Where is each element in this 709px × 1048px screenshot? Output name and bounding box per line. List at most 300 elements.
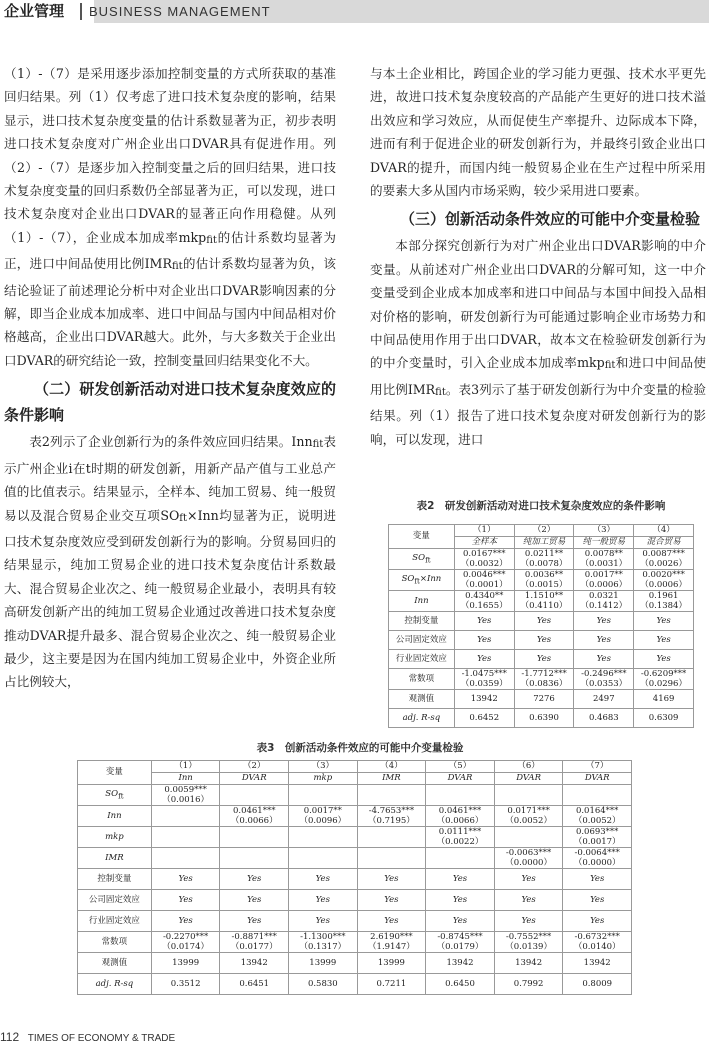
- table-cell: [514, 690, 574, 709]
- table-cell: [514, 591, 574, 612]
- cell-value: （0.1412）: [580, 601, 628, 611]
- cell-value: 0.0693***: [575, 827, 619, 837]
- col-number: （3）: [289, 761, 358, 773]
- row-label: [389, 591, 455, 612]
- table-row: [389, 631, 694, 650]
- cell-value: 0.0171***: [507, 806, 550, 816]
- table-cell: [151, 932, 220, 953]
- cell-value: （0.0032）: [460, 559, 508, 569]
- table-header-row: [389, 525, 694, 537]
- cell-value: 0.0078**: [584, 549, 623, 559]
- col-number: （3）: [574, 525, 634, 537]
- col-name-text: 混合贸易: [646, 537, 681, 547]
- table-row: [389, 612, 694, 631]
- cell-value: 4169: [652, 694, 675, 704]
- row-label: 观测值: [389, 690, 455, 709]
- col-name-text: DVAR: [241, 773, 267, 783]
- table-cell: [574, 549, 634, 570]
- cell-value: （0.0026）: [640, 559, 687, 569]
- table-cell: [454, 570, 514, 591]
- cell-value: （0.0052）: [505, 816, 552, 826]
- table-cell: [357, 806, 426, 827]
- cell-value: Yes: [536, 635, 552, 645]
- table-cell: [514, 650, 574, 669]
- col-name-text: Inn: [178, 773, 193, 783]
- table3: [77, 760, 632, 995]
- cell-value: -0.7552***: [505, 932, 552, 942]
- table-cell: [514, 669, 574, 690]
- table-row: [78, 827, 632, 848]
- table-cell: [454, 631, 514, 650]
- cell-value: （0.0174）: [162, 942, 209, 952]
- cell-value: （0.0052）: [573, 816, 621, 826]
- row-label-text: IMR: [105, 852, 124, 863]
- col-name: [289, 773, 358, 785]
- col-number: （4）: [634, 525, 694, 537]
- cell-value: 0.6450: [445, 979, 475, 989]
- table-cell: [514, 709, 574, 728]
- table-row: [78, 974, 632, 995]
- cell-value: 0.0036**: [524, 570, 564, 580]
- cell-value: -0.2496***: [581, 669, 627, 679]
- table-cell: [494, 890, 563, 911]
- table-cell: [494, 932, 563, 953]
- table-cell: [634, 612, 694, 631]
- col-name: [563, 773, 632, 785]
- table-cell: [426, 953, 495, 974]
- cell-value: Yes: [315, 874, 330, 884]
- table-cell: [357, 848, 426, 869]
- table-cell: [220, 911, 289, 932]
- cell-value: （0.0296）: [640, 679, 687, 689]
- cell-value: 0.6309: [648, 713, 679, 723]
- cell-value: Yes: [590, 874, 605, 884]
- cell-value: -1.0475***: [461, 669, 507, 679]
- table-cell: [426, 806, 495, 827]
- table-cell: [151, 953, 220, 974]
- table-cell: [357, 974, 426, 995]
- cell-value: （0.0078）: [520, 559, 568, 569]
- table-cell: [454, 650, 514, 669]
- cell-value: Yes: [315, 895, 330, 905]
- col-number: （1）: [151, 761, 220, 773]
- cell-value: Yes: [656, 635, 671, 645]
- table-cell: [151, 974, 220, 995]
- col-name: [574, 537, 634, 549]
- cell-value: （0.0359）: [460, 679, 508, 689]
- table-cell: [454, 709, 514, 728]
- cell-value: （0.0015）: [520, 580, 568, 590]
- col-name-text: IMR: [382, 773, 401, 783]
- cell-value: 2497: [592, 694, 615, 704]
- col-name: [357, 773, 426, 785]
- col-name: [426, 773, 495, 785]
- row-label-text: SO: [105, 788, 119, 799]
- cell-value: 0.0111***: [438, 827, 482, 837]
- cell-value: Yes: [477, 616, 492, 626]
- table-cell: [357, 785, 426, 806]
- cell-value: （0.0006）: [640, 580, 687, 590]
- row-label-sub: ft: [414, 576, 420, 586]
- table-cell: [634, 591, 694, 612]
- table-cell: [220, 890, 289, 911]
- table-cell: [574, 591, 634, 612]
- table-row: [78, 848, 632, 869]
- table-row: [78, 932, 632, 953]
- page-footer: [0, 1030, 709, 1048]
- table-cell: [634, 669, 694, 690]
- cell-value: 0.0017**: [303, 806, 342, 816]
- cell-value: 13942: [446, 958, 474, 968]
- row-label: [78, 848, 152, 869]
- table3-caption: 表3 创新活动条件效应的可能中介变量检验: [256, 742, 464, 754]
- var-header: 变量: [78, 761, 152, 785]
- cell-value: Yes: [384, 916, 399, 926]
- row-label: 公司固定效应: [389, 631, 455, 650]
- col-name: [220, 773, 289, 785]
- cell-value: 0.0087***: [642, 549, 685, 559]
- table-cell: [574, 709, 634, 728]
- cell-value: （0.0353）: [580, 679, 628, 689]
- cell-value: -0.8745***: [437, 932, 483, 942]
- cell-value: 13942: [515, 958, 543, 968]
- cell-value: 2.6190***: [370, 932, 413, 942]
- cell-value: Yes: [178, 895, 193, 905]
- table-cell: [220, 974, 289, 995]
- paragraph: 与本土企业相比，跨国企业的学习能力更强、技术水平更先进，故进口技术复杂度较高的产品能产生更好的进口技术溢出效应和学习效应，从而促使生产率提升、边际成本下降，进而有利于促进企业的研发创新行为，并最终引致企业出口DVAR的提升，而国内纯一般贸易企业在生产过程中所采用的要素大多从国内市场采购，较少采用进口要素。: [370, 66, 706, 199]
- table-cell: [563, 806, 632, 827]
- table-row: [389, 570, 694, 591]
- page-number: 112: [0, 1030, 20, 1044]
- cell-value: （0.1655）: [460, 601, 508, 611]
- col-number: （1）: [454, 525, 514, 537]
- col-name: [634, 537, 694, 549]
- cell-value: （0.0017）: [573, 837, 621, 847]
- cell-value: （0.0140）: [573, 942, 621, 952]
- table-cell: [494, 911, 563, 932]
- col-name-text: 全样本: [471, 537, 497, 547]
- cell-value: 0.0020***: [642, 570, 685, 580]
- cell-value: （0.1317）: [299, 942, 347, 952]
- col-number: （4）: [357, 761, 426, 773]
- table-cell: [634, 631, 694, 650]
- table-cell: [220, 785, 289, 806]
- cell-value: Yes: [521, 874, 536, 884]
- table-row: [78, 869, 632, 890]
- table-cell: [634, 570, 694, 591]
- cell-value: -1.7712***: [521, 669, 567, 679]
- cell-value: 13942: [240, 958, 268, 968]
- col-number: （7）: [563, 761, 632, 773]
- cell-value: -0.0064***: [574, 848, 620, 858]
- cell-value: Yes: [596, 616, 611, 626]
- table-row: [389, 549, 694, 570]
- row-label-text: SO: [412, 552, 426, 563]
- table-cell: [634, 709, 694, 728]
- table-cell: [563, 953, 632, 974]
- cell-value: 13942: [470, 694, 498, 704]
- cell-value: （0.0177）: [230, 942, 278, 952]
- table-cell: [220, 932, 289, 953]
- cell-value: （0.0096）: [299, 816, 347, 826]
- cell-value: 0.6390: [529, 713, 559, 723]
- cell-value: Yes: [384, 895, 399, 905]
- table2: [388, 524, 694, 728]
- table-row: [78, 911, 632, 932]
- table-cell: [151, 785, 220, 806]
- table-cell: [514, 549, 574, 570]
- row-label: [389, 709, 455, 728]
- table-cell: [289, 806, 358, 827]
- table-row: [78, 890, 632, 911]
- cell-value: 0.5830: [307, 979, 338, 989]
- table-cell: [289, 827, 358, 848]
- row-label: [389, 570, 455, 591]
- row-label-text: adj. R-sq: [95, 978, 134, 989]
- table-cell: [494, 953, 563, 974]
- col-name: [151, 773, 220, 785]
- table-cell: [634, 549, 694, 570]
- cell-value: 0.6452: [469, 713, 500, 723]
- table-row: [78, 806, 632, 827]
- cell-value: -0.2270***: [162, 932, 209, 942]
- cell-value: （0.4110）: [520, 601, 568, 611]
- cell-value: Yes: [521, 916, 536, 926]
- cell-value: 0.0321: [588, 591, 619, 601]
- cell-value: 0.8009: [582, 979, 613, 989]
- cell-value: （0.0066）: [436, 816, 484, 826]
- left-column: [4, 62, 336, 694]
- table-cell: [494, 869, 563, 890]
- cell-value: （0.0836）: [520, 679, 568, 689]
- table-cell: [574, 690, 634, 709]
- col-name-text: mkp: [313, 773, 333, 783]
- table-cell: [426, 785, 495, 806]
- cell-value: 1.1510**: [524, 591, 564, 601]
- table-cell: [563, 827, 632, 848]
- cell-value: 0.4340**: [465, 591, 504, 601]
- cell-value: -0.8871***: [231, 932, 277, 942]
- paragraph: 本部分探究创新行为对广州企业出口DVAR影响的中介变量。从前述对广州企业出口DVAR的分解可知，这一中介变量受到企业成本加成率和进口中间品与本国中间投入品相对价格的影响，研发创新行为可能通过影响企业市场势力和中间品使用作用于出口DVAR，故本文在检验研发创新行为的中介变量时，引入企业成本加成率mkp$_{fit}$和进口中间品使用比例$IMR_{fit}$。表3列示了基于研发创新行为中介变量的检验结果。列（1）报告了进口技术复杂度对研发创新行为的影响，可以发现，进口: [370, 238, 706, 447]
- table-row: [389, 690, 694, 709]
- table-header-row: [78, 773, 632, 785]
- cell-value: 0.1961: [648, 591, 679, 601]
- table-cell: [357, 869, 426, 890]
- header-separator: [80, 3, 82, 20]
- cell-value: （0.0139）: [505, 942, 552, 952]
- col-number: （5）: [426, 761, 495, 773]
- col-number: （6）: [494, 761, 563, 773]
- row-label: 公司固定效应: [78, 890, 152, 911]
- table-cell: [151, 848, 220, 869]
- table-cell: [220, 827, 289, 848]
- table-cell: [289, 953, 358, 974]
- table-cell: [357, 911, 426, 932]
- table-cell: [454, 591, 514, 612]
- table-cell: [563, 911, 632, 932]
- table-cell: [426, 848, 495, 869]
- table-cell: [289, 869, 358, 890]
- row-label: [389, 549, 455, 570]
- table-cell: [574, 631, 634, 650]
- table-row: [389, 650, 694, 669]
- table-cell: [220, 869, 289, 890]
- cell-value: Yes: [536, 616, 552, 626]
- cell-value: （0.0001）: [460, 580, 508, 590]
- row-label: 行业固定效应: [389, 650, 455, 669]
- table-row: [389, 591, 694, 612]
- cell-value: （0.0022）: [436, 837, 484, 847]
- table-cell: [220, 953, 289, 974]
- table-cell: [220, 848, 289, 869]
- table-cell: [220, 806, 289, 827]
- table-row: [78, 953, 632, 974]
- table-cell: [289, 848, 358, 869]
- section-heading: （二）研发创新活动对进口技术复杂度效应的条件影响: [4, 380, 336, 425]
- col-name-text: DVAR: [516, 773, 541, 783]
- table-cell: [514, 631, 574, 650]
- cell-value: 13942: [583, 958, 611, 968]
- row-label-text: ×Inn: [419, 573, 442, 584]
- cell-value: 0.0059***: [164, 785, 207, 795]
- table-cell: [357, 890, 426, 911]
- table-cell: [563, 890, 632, 911]
- table-row: [78, 785, 632, 806]
- cell-value: Yes: [656, 616, 671, 626]
- cell-value: （0.0000）: [573, 858, 621, 868]
- table-cell: [563, 785, 632, 806]
- row-label-text: Inn: [414, 595, 429, 606]
- table-cell: [151, 911, 220, 932]
- cell-value: Yes: [247, 895, 262, 905]
- row-label-text: adj. R-sq: [402, 712, 441, 723]
- table-cell: [563, 869, 632, 890]
- section-title-cn: 企业管理: [0, 0, 94, 23]
- table-cell: [454, 549, 514, 570]
- table-cell: [454, 669, 514, 690]
- table-cell: [574, 669, 634, 690]
- cell-value: Yes: [590, 916, 605, 926]
- cell-value: Yes: [596, 654, 611, 664]
- table-cell: [151, 827, 220, 848]
- table-cell: [357, 827, 426, 848]
- cell-value: （1.9147）: [368, 942, 415, 952]
- cell-value: 0.0017**: [584, 570, 623, 580]
- row-label: [78, 827, 152, 848]
- cell-value: （0.0006）: [580, 580, 628, 590]
- right-column: [370, 62, 706, 451]
- row-label: 控制变量: [389, 612, 455, 631]
- cell-value: 0.4683: [588, 713, 619, 723]
- cell-value: Yes: [452, 874, 468, 884]
- cell-value: （0.0179）: [436, 942, 484, 952]
- journal-name: TIMES OF ECONOMY & TRADE: [27, 1033, 176, 1044]
- col-name-text: 纯加工贸易: [522, 537, 566, 547]
- cell-value: -4.7653***: [368, 806, 415, 816]
- table-cell: [151, 869, 220, 890]
- cell-value: Yes: [477, 654, 492, 664]
- table-cell: [289, 911, 358, 932]
- table-cell: [426, 890, 495, 911]
- table-cell: [574, 570, 634, 591]
- table-cell: [563, 974, 632, 995]
- section-title-en: BUSINESS MANAGEMENT: [89, 4, 271, 19]
- col-name-text: 纯一般贸易: [582, 537, 626, 547]
- col-name: [494, 773, 563, 785]
- cell-value: Yes: [596, 635, 611, 645]
- table-row: [389, 709, 694, 728]
- table-cell: [357, 953, 426, 974]
- table-cell: [151, 890, 220, 911]
- cell-value: 0.3512: [170, 979, 201, 989]
- cell-value: （0.0016）: [162, 795, 209, 805]
- row-label: 行业固定效应: [78, 911, 152, 932]
- table-cell: [357, 932, 426, 953]
- col-name-text: DVAR: [584, 773, 610, 783]
- cell-value: 13999: [309, 958, 337, 968]
- cell-value: Yes: [178, 874, 193, 884]
- table-cell: [563, 932, 632, 953]
- table-cell: [514, 612, 574, 631]
- cell-value: 0.0461***: [232, 806, 276, 816]
- table-cell: [426, 911, 495, 932]
- row-label: 观测值: [78, 953, 152, 974]
- table-cell: [574, 612, 634, 631]
- cell-value: 0.0167***: [463, 549, 506, 559]
- cell-value: -0.0063***: [505, 848, 552, 858]
- cell-value: Yes: [247, 916, 262, 926]
- table-cell: [289, 890, 358, 911]
- table-cell: [426, 869, 495, 890]
- cell-value: Yes: [521, 895, 536, 905]
- table-cell: [494, 848, 563, 869]
- row-label: 常数项: [389, 669, 455, 690]
- cell-value: Yes: [656, 654, 671, 664]
- col-number: （2）: [220, 761, 289, 773]
- cell-value: Yes: [384, 874, 399, 884]
- table-cell: [426, 974, 495, 995]
- row-label-text: mkp: [105, 831, 124, 842]
- cell-value: （0.0066）: [230, 816, 278, 826]
- row-label: [78, 974, 152, 995]
- col-name-text: DVAR: [447, 773, 473, 783]
- row-label: [78, 806, 152, 827]
- table-cell: [426, 827, 495, 848]
- table-row: [389, 669, 694, 690]
- table-cell: [574, 650, 634, 669]
- table-cell: [634, 690, 694, 709]
- cell-value: 0.0461***: [438, 806, 482, 816]
- table-cell: [289, 974, 358, 995]
- paragraph: 表2列示了企业创新行为的条件效应回归结果。Inn$_{fit}$表示广州企业i在t时期的研发创新，用新产品产值与工业总产值的比值表示。结果显示，全样本、纯加工贸易、纯一般贸易以及混合贸易企业交互项$SO_{ft}\times Inn$均显著为正，说明进口技术复杂度效应受到研发创新行为的影响。分贸易回归的结果显示，纯加工贸易企业的进口技术复杂度估计系数最大、混合贸易企业次之、纯一般贸易企业最小，表明具有较高研发创新产出的纯加工贸易企业通过改善进口技术复杂度推动DVAR提升最多、混合贸易企业次之、纯一般贸易企业最少，这主要是因为在国内纯加工贸易企业中，外资企业所占比例较大，: [4, 434, 337, 690]
- col-name: [514, 537, 574, 549]
- cell-value: Yes: [452, 916, 468, 926]
- cell-value: 0.7992: [513, 979, 544, 989]
- table-cell: [494, 785, 563, 806]
- cell-value: Yes: [247, 874, 262, 884]
- row-label: 控制变量: [78, 869, 152, 890]
- cell-value: -1.1300***: [300, 932, 346, 942]
- row-label-text: Inn: [107, 810, 122, 821]
- cell-value: （0.1384）: [640, 601, 687, 611]
- table-cell: [563, 848, 632, 869]
- page-header: [0, 0, 709, 23]
- section-heading: （三）创新活动条件效应的可能中介变量检验: [400, 210, 701, 229]
- cell-value: Yes: [178, 916, 193, 926]
- table-cell: [514, 570, 574, 591]
- cell-value: Yes: [536, 654, 552, 664]
- row-label-sub: ft: [425, 555, 431, 565]
